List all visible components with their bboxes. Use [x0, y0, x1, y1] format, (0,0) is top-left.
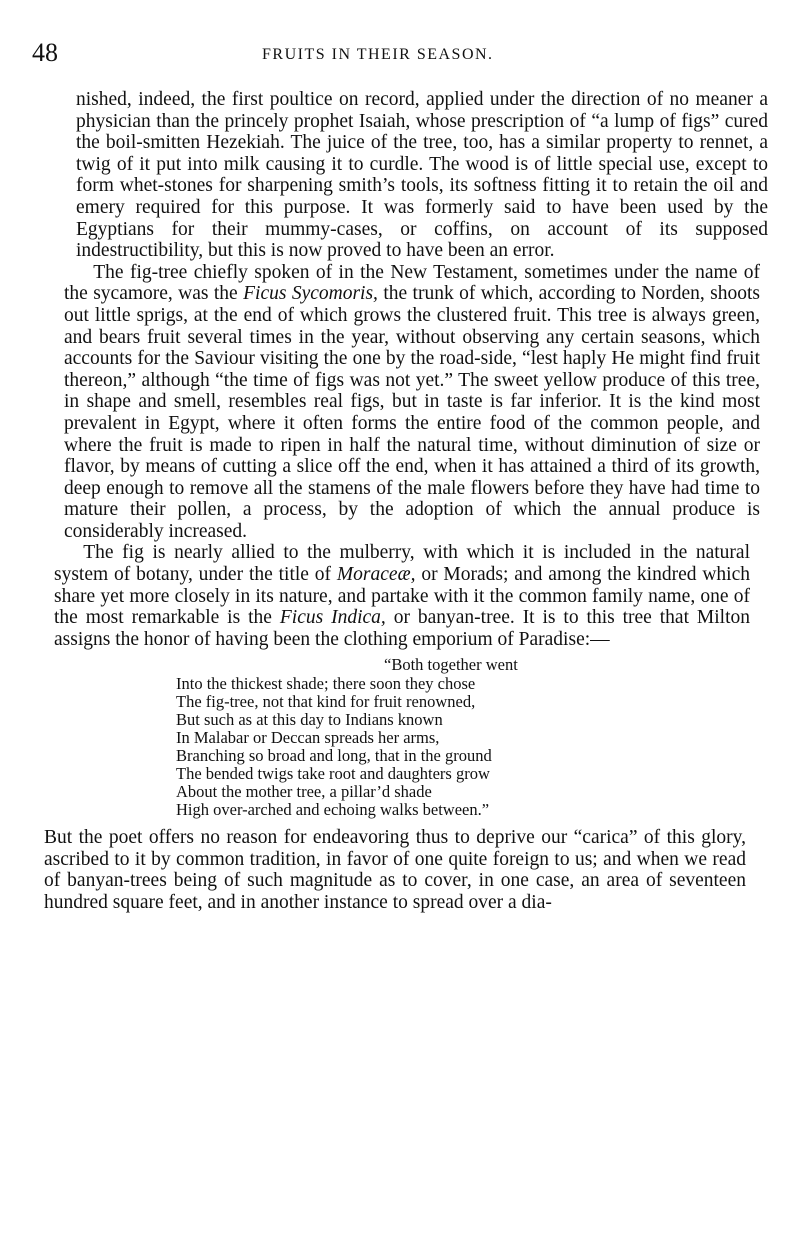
verse-line: The bended twigs take root and daughters grow — [176, 764, 490, 783]
paragraph-text: nished, indeed, the first poultice on record, applied under the direction of no meaner a physician than the princely prophet Isaiah, whose prescription of “a lump of figs” cured the boil-smitten Hezekiah. The juice of the tree, too, has a similar property to rennet, a twig of it put into milk causing it to curdle. The wood is of little special use, except to form whet-stones for sharpening smith’s tools, its softness fitting it to retain the oil and emery required for this purpose. It was formerly said to have been used by the Egyptians for their mummy-cases, or coffins, on account of its supposed indestructibility, but this is now proved to have been an error. — [76, 89, 768, 262]
verse-line: Into the thickest shade; there soon they chose — [176, 673, 476, 693]
page-header — [32, 38, 772, 68]
verse-line: High over-arched and echoing walks between.” — [176, 800, 490, 820]
verse-line: Branching so broad and long, that in the ground — [176, 745, 492, 765]
running-title: FRUITS IN THEIR SEASON. — [262, 46, 494, 63]
verse-line: In Malabar or Deccan spreads her arms, — [176, 727, 440, 747]
paragraph-text: The fig is nearly allied to the mulberry, with which it is included in the natural system of botany, under the title of — [54, 542, 750, 586]
page-body — [44, 89, 772, 914]
latin-name: Ficus Sycomoris, — [243, 283, 378, 305]
verse-line: But such as at this day to Indians known — [176, 709, 443, 729]
latin-name: Ficus Indica, — [279, 607, 386, 629]
latin-name: Moraceæ, — [336, 564, 416, 586]
verse-quotation — [176, 656, 772, 819]
paragraph-text: But the poet offers no reason for endeavoring thus to deprive our “carica” of this glory, ascribed to it by common tradition, in favor of one quite foreign to us; and when we read of banyan-trees being of such magnitude as to cover, in one case, an area of seventeen hundred square feet, and in another instance to spread over a dia- — [44, 827, 746, 914]
verse-line: The fig-tree, not that kind for fruit renowned, — [176, 691, 476, 711]
paragraph — [44, 827, 772, 913]
paragraph — [44, 262, 772, 543]
page-number: 48 — [32, 38, 58, 67]
paragraph-text: The fig-tree chiefly spoken of in the New Testament, sometimes under the name of the sycamore, was the — [64, 261, 760, 305]
verse-line: “Both together went — [384, 655, 518, 675]
paragraph — [44, 542, 772, 650]
paragraph-text: or banyan-tree. It is to this tree that Milton assigns the honor of having been the clothing emporium of Paradise:— — [54, 607, 750, 650]
paragraph-text: or Morads; and among the kindred which share yet more closely in its nature, and partake with it the common family name, one of the most remarkable is the — [54, 564, 750, 629]
verse-line: About the mother tree, a pillar’d shade — [176, 782, 432, 802]
paragraph-text: the trunk of which, according to Norden, shoots out little sprigs, at the end of which grows the clustered fruit. This tree is always green, and bears fruit several times in the year, without observing any certain seasons, which accounts for the Saviour visiting the one by the road-side, “lest haply He might find fruit thereon,” although “the time of figs was not yet.” The sweet yellow produce of this tree, in shape and smell, resembles real figs, but in taste is far inferior. It is the kind most prevalent in Egypt, where it often forms the entire food of the common people, and where the fruit is made to ripen in half the natural time, without diminution of size or flavor, by means of cutting a slice off the end, when it has attained a third of its growth, deep enough to remove all the stamens of the male flowers before they have had time to mature their pollen, a process, by the adoption of which the annual produce is considerably increased. — [64, 283, 761, 542]
paragraph — [44, 89, 772, 262]
